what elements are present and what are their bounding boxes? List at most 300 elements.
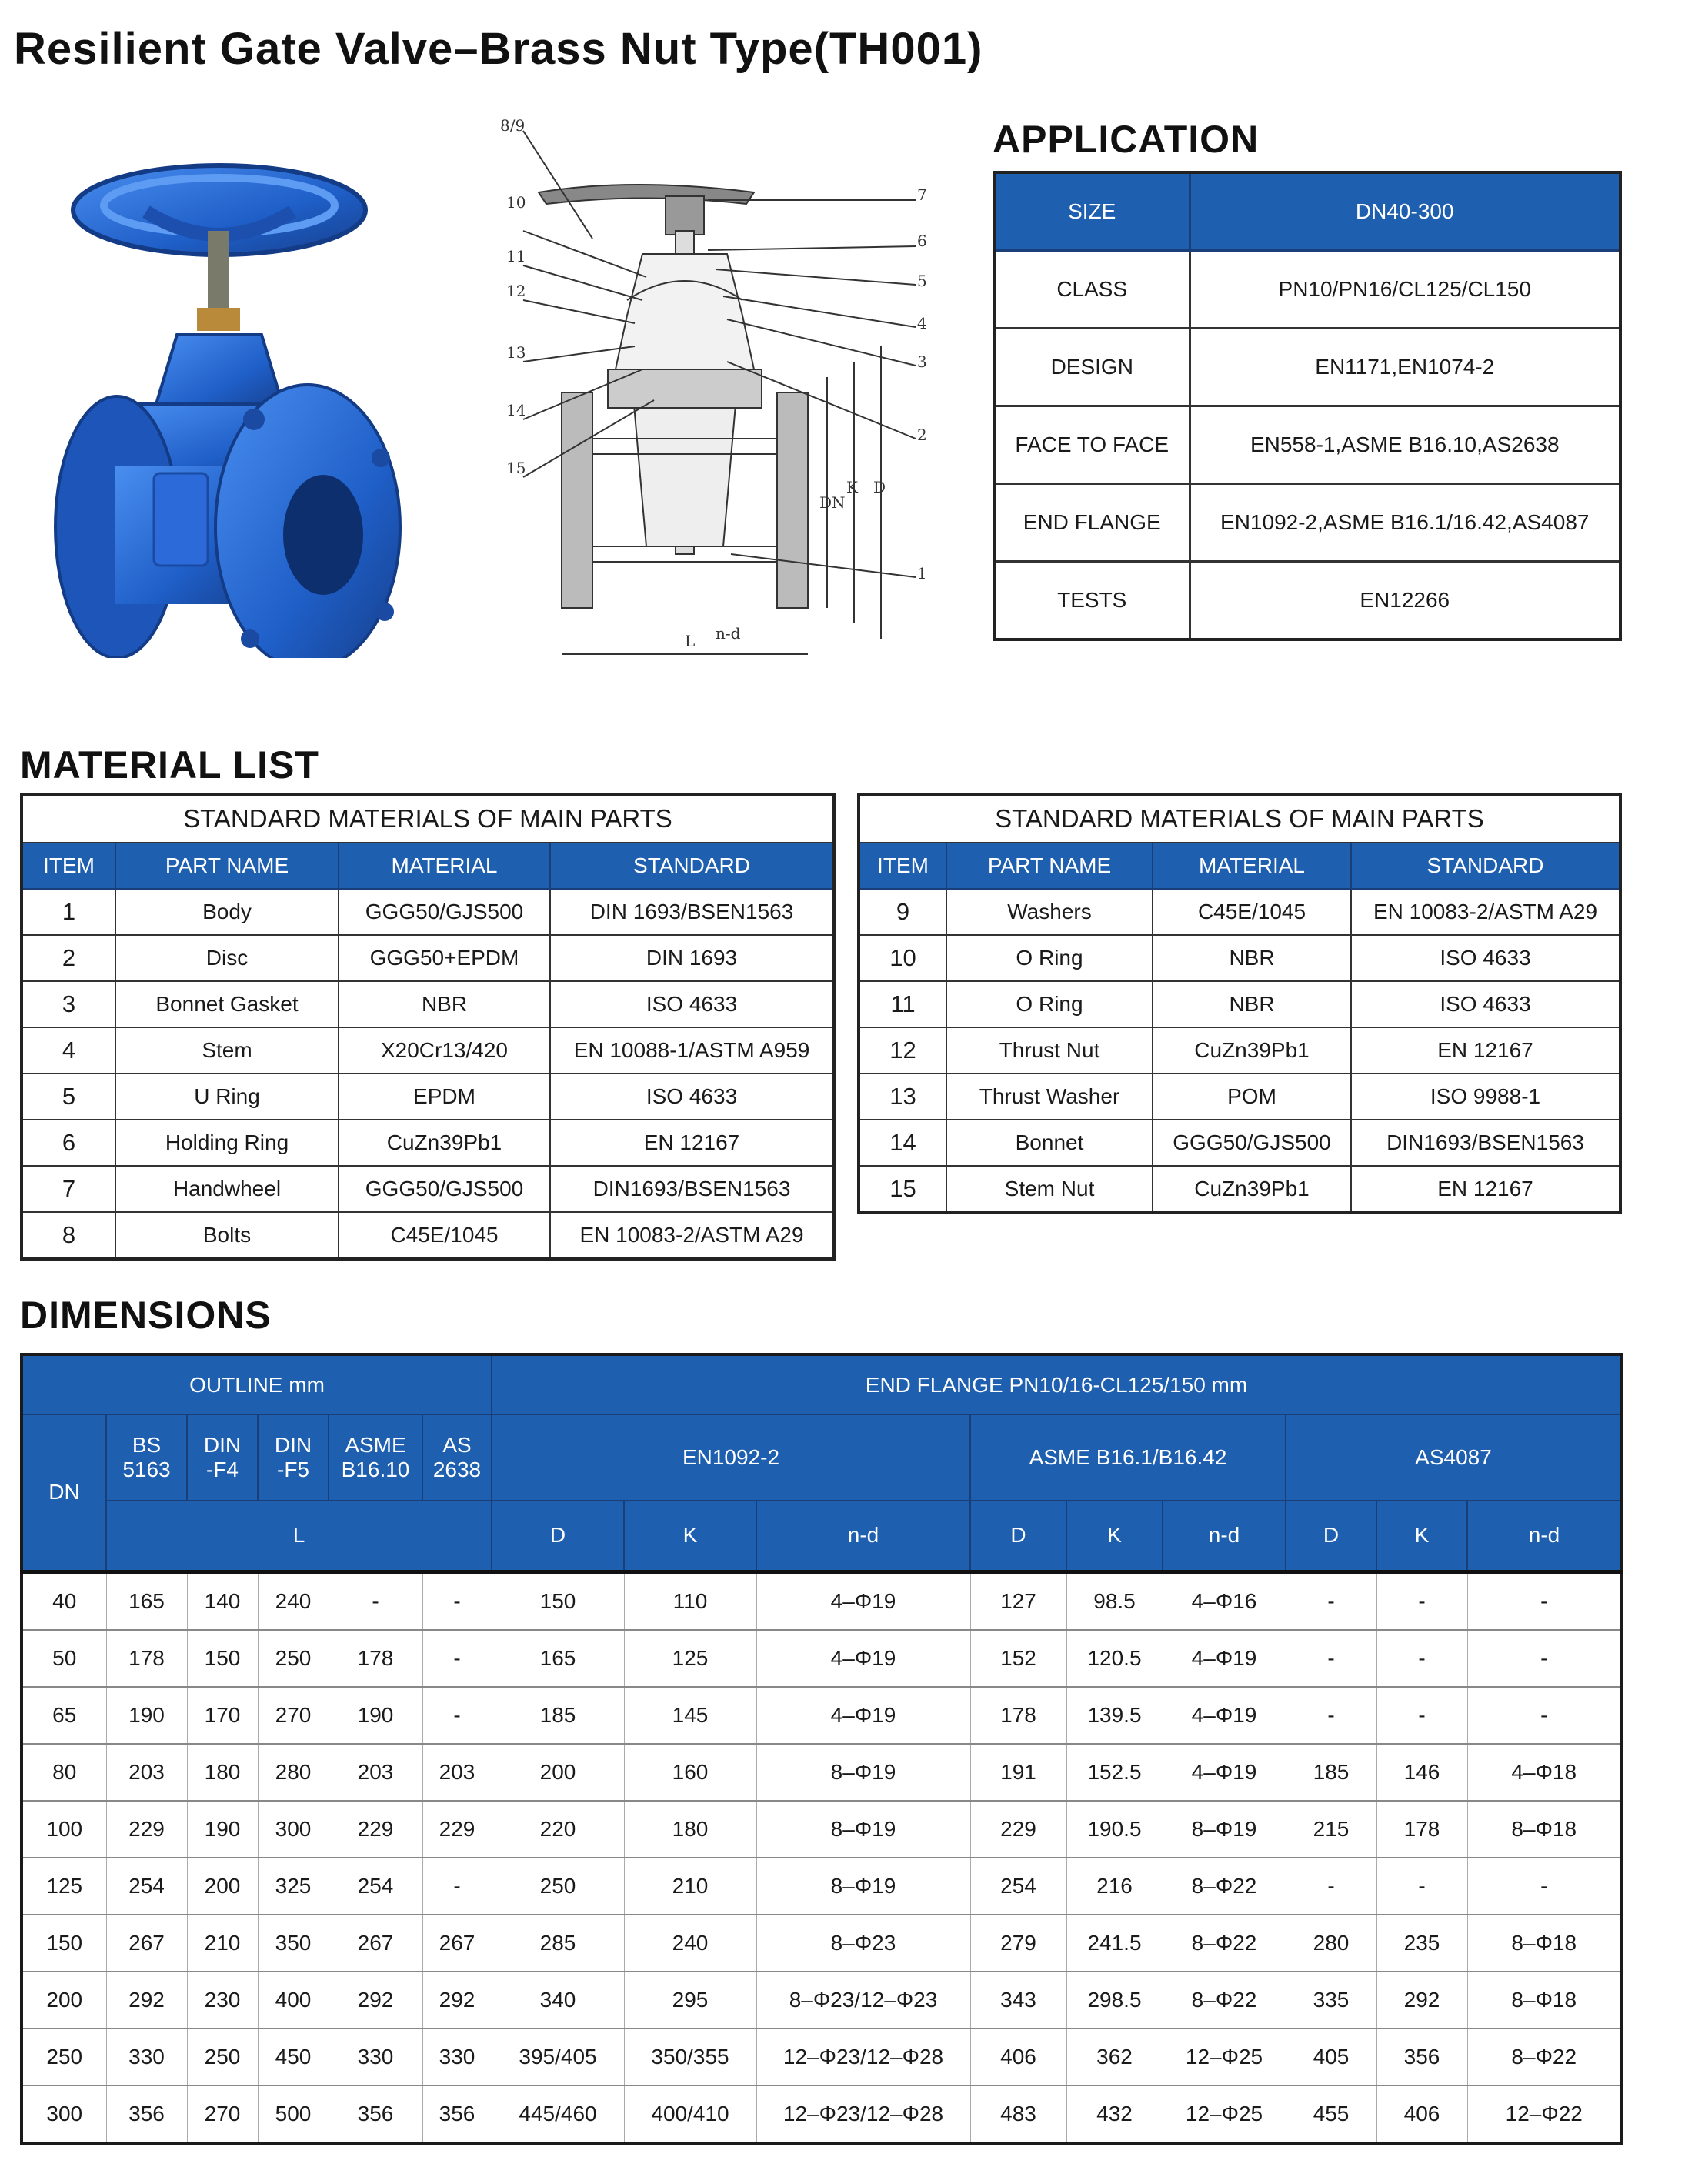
l-header: L — [106, 1501, 492, 1571]
table-cell: DIN1693/BSEN1563 — [550, 1166, 834, 1212]
col-standard: STANDARD — [550, 843, 834, 889]
table-cell: 12–Φ25 — [1163, 2085, 1286, 2143]
table-row — [22, 981, 834, 1027]
col-material: MATERIAL — [339, 843, 550, 889]
table-cell: 400/410 — [624, 2085, 756, 2143]
table-cell: 200 — [492, 1744, 624, 1801]
application-value: DN40-300 — [1190, 172, 1620, 251]
outline-col-asme: ASME B16.10 — [329, 1414, 422, 1501]
table-cell: 200 — [187, 1858, 258, 1915]
table-cell: - — [1467, 1571, 1622, 1630]
sub-nd: n-d — [1467, 1501, 1622, 1571]
table-cell: 7 — [22, 1166, 115, 1212]
table-cell: 190 — [187, 1801, 258, 1858]
table-cell: 229 — [970, 1801, 1066, 1858]
table-cell: 127 — [970, 1571, 1066, 1630]
table-cell: 191 — [970, 1744, 1066, 1801]
table-cell: 180 — [624, 1801, 756, 1858]
table-cell: 240 — [258, 1571, 329, 1630]
table-cell: 203 — [329, 1744, 422, 1801]
table-cell: 240 — [624, 1915, 756, 1972]
sub-k: K — [624, 1501, 756, 1571]
outline-col-bs5163: BS 5163 — [106, 1414, 187, 1501]
table-cell: 229 — [422, 1801, 492, 1858]
table-cell: 110 — [624, 1571, 756, 1630]
application-row — [994, 329, 1620, 406]
table-cell: 203 — [422, 1744, 492, 1801]
table-cell: 146 — [1376, 1744, 1467, 1801]
table-cell: Washers — [946, 889, 1153, 935]
table-cell: - — [329, 1571, 422, 1630]
table-cell: 455 — [1286, 2085, 1376, 2143]
application-table — [993, 171, 1622, 641]
application-value: EN1171,EN1074-2 — [1190, 329, 1620, 406]
table-cell: ISO 9988-1 — [1351, 1074, 1620, 1120]
dim-k-label: K — [846, 478, 858, 496]
table-row — [22, 1571, 1622, 1630]
table-cell: 8–Φ19 — [756, 1858, 970, 1915]
table-cell: 292 — [106, 1972, 187, 2029]
callout-5: 5 — [917, 272, 927, 290]
table-cell: 15 — [859, 1166, 946, 1213]
application-label: END FLANGE — [994, 484, 1190, 562]
table-cell: CuZn39Pb1 — [1153, 1027, 1351, 1074]
table-cell: 200 — [22, 1972, 106, 2029]
table-cell: 250 — [258, 1630, 329, 1687]
table-cell: 5 — [22, 1074, 115, 1120]
table-cell: 125 — [624, 1630, 756, 1687]
table-cell: 356 — [329, 2085, 422, 2143]
table-cell: 210 — [187, 1915, 258, 1972]
table-row — [22, 2085, 1622, 2143]
table-cell: 280 — [1286, 1915, 1376, 1972]
table-cell: 8–Φ22 — [1163, 1915, 1286, 1972]
standard-asme: ASME B16.1/B16.42 — [970, 1414, 1286, 1501]
end-flange-header: END FLANGE PN10/16-CL125/150 mm — [492, 1354, 1622, 1414]
table-cell: 4–Φ19 — [756, 1687, 970, 1744]
table-cell: Thrust Washer — [946, 1074, 1153, 1120]
table-cell: 356 — [422, 2085, 492, 2143]
table-cell: 10 — [859, 935, 946, 981]
table-cell: ISO 4633 — [550, 981, 834, 1027]
callout-3: 3 — [917, 352, 927, 371]
table-row — [22, 1074, 834, 1120]
callout-7: 7 — [917, 185, 927, 204]
application-heading: APPLICATION — [993, 118, 1260, 161]
table-cell: 270 — [258, 1687, 329, 1744]
application-label: CLASS — [994, 251, 1190, 329]
table-row — [22, 889, 834, 935]
application-label: FACE TO FACE — [994, 406, 1190, 484]
table-cell: 356 — [1376, 2029, 1467, 2085]
application-value: EN1092-2,ASME B16.1/16.42,AS4087 — [1190, 484, 1620, 562]
table-cell: 98.5 — [1066, 1571, 1163, 1630]
outline-col-as2638: AS 2638 — [422, 1414, 492, 1501]
table-cell: 180 — [187, 1744, 258, 1801]
table-cell: DIN1693/BSEN1563 — [1351, 1120, 1620, 1166]
page-title: Resilient Gate Valve–Brass Nut Type(TH001) — [14, 24, 983, 74]
table-cell: 340 — [492, 1972, 624, 2029]
callout-6: 6 — [917, 232, 927, 250]
table-cell: EN 12167 — [550, 1120, 834, 1166]
table-cell: 165 — [106, 1571, 187, 1630]
table-cell: 125 — [22, 1858, 106, 1915]
application-row — [994, 172, 1620, 251]
application-value: EN558-1,ASME B16.10,AS2638 — [1190, 406, 1620, 484]
table-cell: - — [1286, 1571, 1376, 1630]
table-cell: EN 10088-1/ASTM A959 — [550, 1027, 834, 1074]
table-cell: 8–Φ18 — [1467, 1972, 1622, 2029]
outline-header: OUTLINE mm — [22, 1354, 492, 1414]
table-cell: 152.5 — [1066, 1744, 1163, 1801]
table-cell: 250 — [492, 1858, 624, 1915]
table-cell: 203 — [106, 1744, 187, 1801]
application-row — [994, 406, 1620, 484]
table-cell: 120.5 — [1066, 1630, 1163, 1687]
table-cell: DIN 1693 — [550, 935, 834, 981]
table-cell: DIN 1693/BSEN1563 — [550, 889, 834, 935]
table-row — [22, 1801, 1622, 1858]
table-cell: 325 — [258, 1858, 329, 1915]
table-cell: 350/355 — [624, 2029, 756, 2085]
table-cell: 250 — [22, 2029, 106, 2085]
table-cell: 3 — [22, 981, 115, 1027]
table-cell: 4–Φ19 — [1163, 1630, 1286, 1687]
sub-nd: n-d — [756, 1501, 970, 1571]
table-cell: - — [422, 1687, 492, 1744]
dimensions-table — [20, 1353, 1623, 2145]
table-cell: 170 — [187, 1687, 258, 1744]
table-cell: 215 — [1286, 1801, 1376, 1858]
table-cell: 160 — [624, 1744, 756, 1801]
material-table-left — [20, 793, 836, 1261]
standard-en1092: EN1092-2 — [492, 1414, 970, 1501]
standard-as4087: AS4087 — [1286, 1414, 1622, 1501]
table-cell: 300 — [258, 1801, 329, 1858]
application-label: TESTS — [994, 562, 1190, 640]
table-cell: 12 — [859, 1027, 946, 1074]
application-value: EN12266 — [1190, 562, 1620, 640]
sub-k: K — [1066, 1501, 1163, 1571]
table-cell: 4–Φ19 — [756, 1630, 970, 1687]
outline-col-din-f4: DIN -F4 — [187, 1414, 258, 1501]
table-cell: 356 — [106, 2085, 187, 2143]
sub-nd: n-d — [1163, 1501, 1286, 1571]
table-cell: 8–Φ23/12–Φ23 — [756, 1972, 970, 2029]
table-cell: EN 12167 — [1351, 1027, 1620, 1074]
table-cell: 330 — [422, 2029, 492, 2085]
table-cell: 8–Φ22 — [1163, 1858, 1286, 1915]
table-row — [22, 1630, 1622, 1687]
table-row — [22, 1858, 1622, 1915]
table-cell: 65 — [22, 1687, 106, 1744]
table-cell: - — [1376, 1630, 1467, 1687]
table-cell: 150 — [187, 1630, 258, 1687]
table-cell: 362 — [1066, 2029, 1163, 2085]
table-cell: 14 — [859, 1120, 946, 1166]
table-cell: 12–Φ23/12–Φ28 — [756, 2085, 970, 2143]
table-cell: 8–Φ23 — [756, 1915, 970, 1972]
application-label: SIZE — [994, 172, 1190, 251]
table-cell: 267 — [329, 1915, 422, 1972]
table-row — [22, 1027, 834, 1074]
table-cell: 152 — [970, 1630, 1066, 1687]
table-cell: - — [1286, 1858, 1376, 1915]
table-cell: 2 — [22, 935, 115, 981]
table-cell: 8–Φ19 — [756, 1744, 970, 1801]
application-row — [994, 251, 1620, 329]
table-cell: 406 — [1376, 2085, 1467, 2143]
table-cell: 292 — [329, 1972, 422, 2029]
table-cell: EPDM — [339, 1074, 550, 1120]
table-cell: 445/460 — [492, 2085, 624, 2143]
table-cell: 405 — [1286, 2029, 1376, 2085]
table-cell: C45E/1045 — [1153, 889, 1351, 935]
table-cell: 220 — [492, 1801, 624, 1858]
table-cell: 4–Φ19 — [756, 1571, 970, 1630]
table-cell: ISO 4633 — [1351, 981, 1620, 1027]
table-cell: 8 — [22, 1212, 115, 1259]
callout-11: 11 — [506, 247, 526, 265]
table-cell: ISO 4633 — [550, 1074, 834, 1120]
dim-d-label: D — [873, 478, 886, 496]
table-row — [22, 1166, 834, 1212]
table-cell: 4–Φ18 — [1467, 1744, 1622, 1801]
table-row — [22, 1120, 834, 1166]
table-cell: 330 — [329, 2029, 422, 2085]
table-cell: 295 — [624, 1972, 756, 2029]
table-cell: 335 — [1286, 1972, 1376, 2029]
callout-13: 13 — [506, 343, 526, 362]
table-cell: 8–Φ22 — [1467, 2029, 1622, 2085]
dimensions-heading: DIMENSIONS — [20, 1294, 272, 1337]
col-part-name: PART NAME — [115, 843, 339, 889]
table-cell: 254 — [329, 1858, 422, 1915]
table-row — [22, 1915, 1622, 1972]
table-row — [859, 1120, 1620, 1166]
table-cell: NBR — [1153, 981, 1351, 1027]
sub-d: D — [1286, 1501, 1376, 1571]
callout-1: 1 — [917, 564, 927, 583]
table-cell: C45E/1045 — [339, 1212, 550, 1259]
table-cell: 100 — [22, 1801, 106, 1858]
table-cell: 178 — [329, 1630, 422, 1687]
table-cell: 241.5 — [1066, 1915, 1163, 1972]
callout-12: 12 — [506, 282, 526, 300]
table-cell: 12–Φ25 — [1163, 2029, 1286, 2085]
table-cell: CuZn39Pb1 — [1153, 1166, 1351, 1213]
table-cell: 190 — [106, 1687, 187, 1744]
table-cell: 350 — [258, 1915, 329, 1972]
table-cell: Handwheel — [115, 1166, 339, 1212]
table-cell: 150 — [492, 1571, 624, 1630]
material-heading: MATERIAL LIST — [20, 743, 319, 786]
table-cell: - — [422, 1858, 492, 1915]
table-cell: - — [1376, 1687, 1467, 1744]
table-cell: 292 — [1376, 1972, 1467, 2029]
table-cell: Body — [115, 889, 339, 935]
table-cell: - — [1376, 1571, 1467, 1630]
callout-8-9: 8/9 — [500, 116, 526, 135]
table-cell: 279 — [970, 1915, 1066, 1972]
callout-10: 10 — [506, 193, 526, 212]
table-cell: 50 — [22, 1630, 106, 1687]
table-cell: 343 — [970, 1972, 1066, 2029]
table-cell: 178 — [1376, 1801, 1467, 1858]
table-cell: EN 12167 — [1351, 1166, 1620, 1213]
application-row — [994, 484, 1620, 562]
table-cell: 178 — [970, 1687, 1066, 1744]
col-standard: STANDARD — [1351, 843, 1620, 889]
table-row — [859, 889, 1620, 935]
table-cell: 8–Φ18 — [1467, 1801, 1622, 1858]
table-cell: NBR — [339, 981, 550, 1027]
table-cell: Bolts — [115, 1212, 339, 1259]
application-value: PN10/PN16/CL125/CL150 — [1190, 251, 1620, 329]
table-cell: - — [1286, 1630, 1376, 1687]
table-cell: 267 — [422, 1915, 492, 1972]
table-cell: 400 — [258, 1972, 329, 2029]
dim-l-label: L — [685, 632, 696, 650]
table-cell: Bonnet Gasket — [115, 981, 339, 1027]
table-cell: GGG50+EPDM — [339, 935, 550, 981]
callout-4: 4 — [917, 314, 927, 332]
table-cell: 8–Φ18 — [1467, 1915, 1622, 1972]
table-row — [22, 2029, 1622, 2085]
table-cell: 40 — [22, 1571, 106, 1630]
application-row — [994, 562, 1620, 640]
table-cell: 8–Φ19 — [756, 1801, 970, 1858]
table-cell: 185 — [492, 1687, 624, 1744]
table-cell: CuZn39Pb1 — [339, 1120, 550, 1166]
col-part-name: PART NAME — [946, 843, 1153, 889]
table-cell: - — [422, 1571, 492, 1630]
table-cell: 4–Φ19 — [1163, 1744, 1286, 1801]
table-cell: 13 — [859, 1074, 946, 1120]
table-cell: 270 — [187, 2085, 258, 2143]
table-cell: 140 — [187, 1571, 258, 1630]
table-cell: - — [1376, 1858, 1467, 1915]
dn-header: DN — [22, 1414, 106, 1571]
table-cell: 216 — [1066, 1858, 1163, 1915]
table-cell: - — [1467, 1687, 1622, 1744]
table-cell: NBR — [1153, 935, 1351, 981]
table-cell: 292 — [422, 1972, 492, 2029]
material-table-right — [857, 793, 1622, 1214]
callout-15: 15 — [506, 459, 526, 477]
table-cell: 450 — [258, 2029, 329, 2085]
valve-section-drawing — [477, 115, 931, 670]
table-cell: U Ring — [115, 1074, 339, 1120]
table-cell: 8–Φ22 — [1163, 1972, 1286, 2029]
table-row — [22, 935, 834, 981]
table-cell: 254 — [970, 1858, 1066, 1915]
material-caption: STANDARD MATERIALS OF MAIN PARTS — [859, 794, 1620, 843]
table-cell: 210 — [624, 1858, 756, 1915]
table-row — [22, 1687, 1622, 1744]
table-cell: 280 — [258, 1744, 329, 1801]
table-cell: 11 — [859, 981, 946, 1027]
table-cell: EN 10083-2/ASTM A29 — [550, 1212, 834, 1259]
table-cell: 165 — [492, 1630, 624, 1687]
table-cell: 230 — [187, 1972, 258, 2029]
table-cell: Disc — [115, 935, 339, 981]
table-cell: O Ring — [946, 935, 1153, 981]
table-cell: 267 — [106, 1915, 187, 1972]
table-cell: 229 — [329, 1801, 422, 1858]
table-cell: 12–Φ22 — [1467, 2085, 1622, 2143]
table-cell: Bonnet — [946, 1120, 1153, 1166]
outline-col-din-f5: DIN -F5 — [258, 1414, 329, 1501]
table-cell: 185 — [1286, 1744, 1376, 1801]
col-item: ITEM — [22, 843, 115, 889]
table-cell: 406 — [970, 2029, 1066, 2085]
table-cell: 178 — [106, 1630, 187, 1687]
table-cell: 1 — [22, 889, 115, 935]
table-cell: 6 — [22, 1120, 115, 1166]
application-label: DESIGN — [994, 329, 1190, 406]
table-cell: 4–Φ16 — [1163, 1571, 1286, 1630]
table-row — [22, 1972, 1622, 2029]
sub-k: K — [1376, 1501, 1467, 1571]
table-cell: 300 — [22, 2085, 106, 2143]
table-cell: GGG50/GJS500 — [1153, 1120, 1351, 1166]
table-cell: 298.5 — [1066, 1972, 1163, 2029]
table-cell: 483 — [970, 2085, 1066, 2143]
table-cell: 254 — [106, 1858, 187, 1915]
table-cell: 285 — [492, 1915, 624, 1972]
table-cell: POM — [1153, 1074, 1351, 1120]
table-cell: 190.5 — [1066, 1801, 1163, 1858]
table-cell: GGG50/GJS500 — [339, 1166, 550, 1212]
material-caption: STANDARD MATERIALS OF MAIN PARTS — [22, 794, 834, 843]
table-cell: Stem — [115, 1027, 339, 1074]
sub-d: D — [970, 1501, 1066, 1571]
table-cell: 9 — [859, 889, 946, 935]
table-cell: 150 — [22, 1915, 106, 1972]
sub-d: D — [492, 1501, 624, 1571]
table-row — [859, 981, 1620, 1027]
valve-photo — [54, 158, 415, 658]
table-row — [859, 935, 1620, 981]
table-cell: 432 — [1066, 2085, 1163, 2143]
table-cell: 500 — [258, 2085, 329, 2143]
table-row — [22, 1212, 834, 1259]
table-row — [859, 1074, 1620, 1120]
table-cell: O Ring — [946, 981, 1153, 1027]
table-cell: - — [1467, 1630, 1622, 1687]
table-cell: EN 10083-2/ASTM A29 — [1351, 889, 1620, 935]
dim-nd-label: n-d — [716, 624, 741, 643]
table-cell: - — [422, 1630, 492, 1687]
table-cell: 395/405 — [492, 2029, 624, 2085]
table-cell: 229 — [106, 1801, 187, 1858]
table-cell: 330 — [106, 2029, 187, 2085]
table-cell: 190 — [329, 1687, 422, 1744]
callout-14: 14 — [506, 401, 526, 419]
table-row — [859, 1166, 1620, 1213]
table-cell: 4 — [22, 1027, 115, 1074]
table-cell: 139.5 — [1066, 1687, 1163, 1744]
table-cell: 80 — [22, 1744, 106, 1801]
table-cell: 235 — [1376, 1915, 1467, 1972]
table-row — [22, 1744, 1622, 1801]
table-cell: 250 — [187, 2029, 258, 2085]
table-cell: X20Cr13/420 — [339, 1027, 550, 1074]
table-cell: - — [1286, 1687, 1376, 1744]
table-cell: 4–Φ19 — [1163, 1687, 1286, 1744]
callout-2: 2 — [917, 426, 927, 444]
